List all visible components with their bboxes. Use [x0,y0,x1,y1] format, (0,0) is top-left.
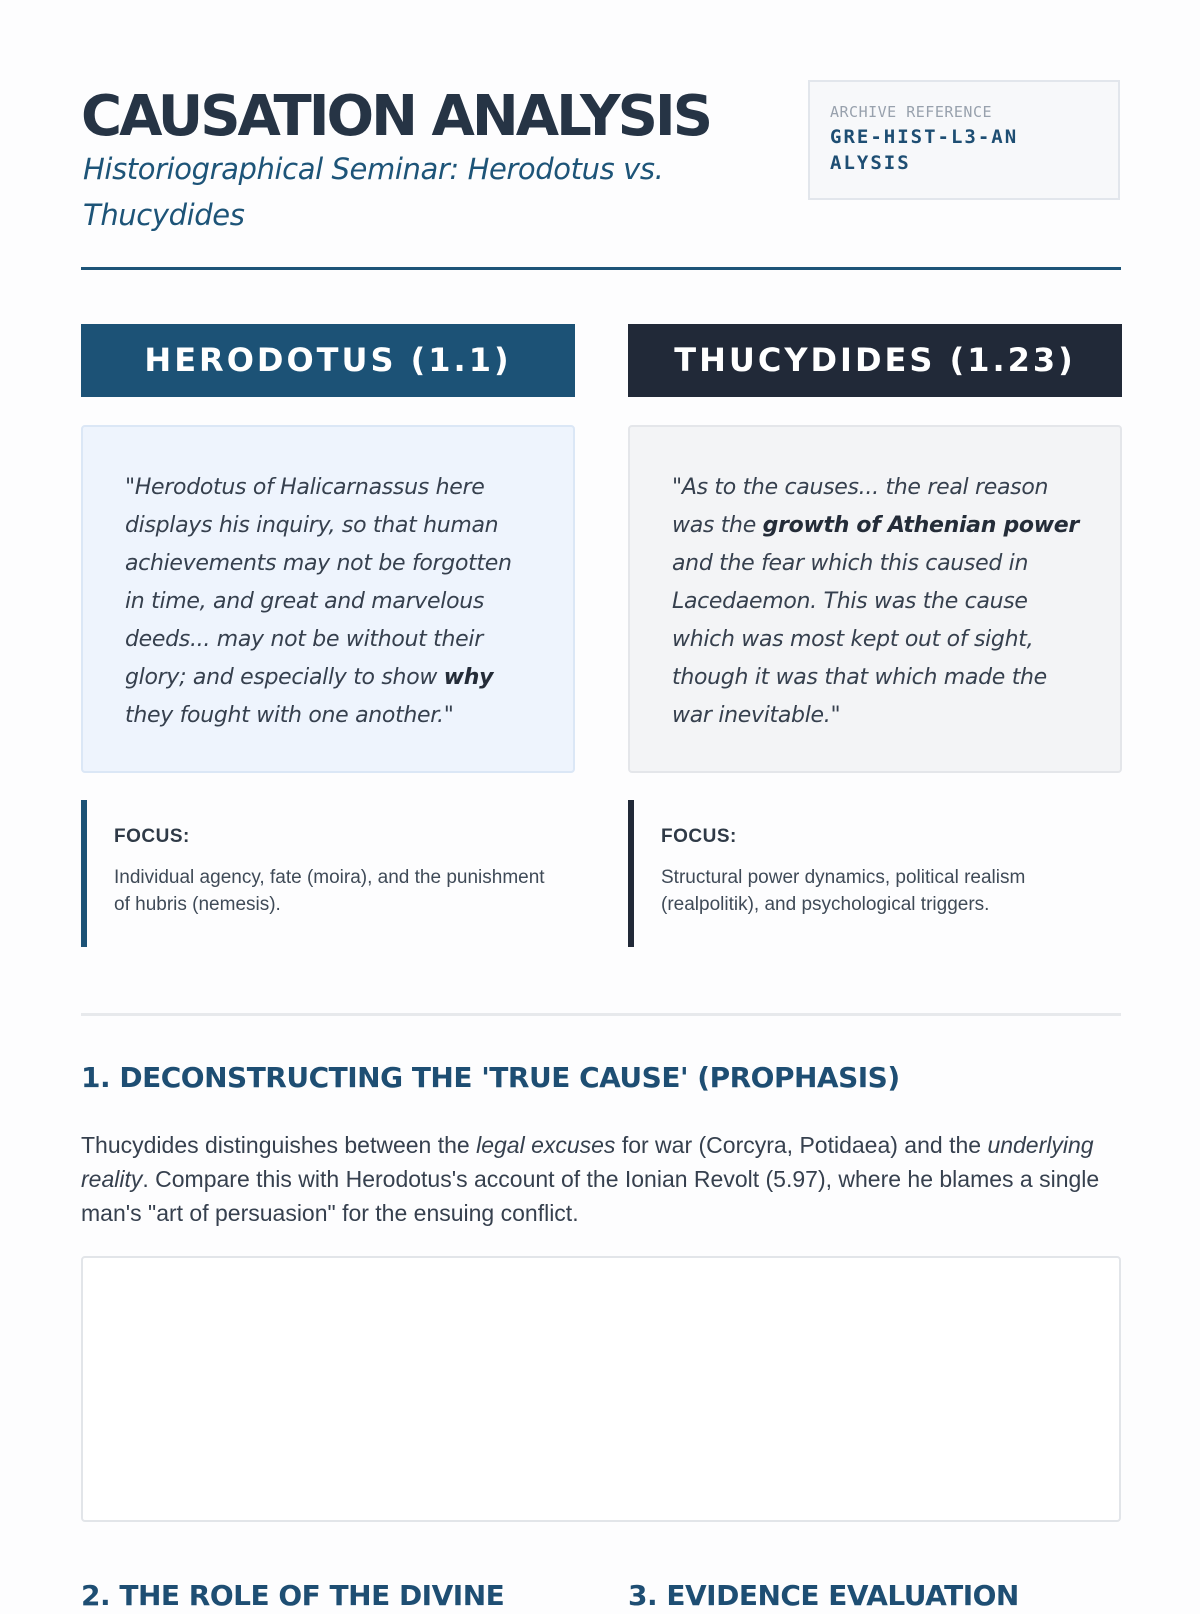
section-divider [81,1013,1121,1016]
header-divider [81,267,1121,270]
prompt-text-2: for war (Corcyra, Potidaea) and the [615,1132,988,1158]
section-1-answer-box[interactable] [81,1256,1121,1522]
worksheet-header [81,80,1121,270]
prompt-text-1: Thucydides distinguishes between the [81,1132,477,1158]
thucydides-quote-end: and the fear which this caused in Lacedaemon. This was the cause which was most kept out of sight, though it was that which made the war inevitable." [672,551,1047,728]
archive-reference-box [808,80,1120,200]
thucydides-quote-start: "As to the causes... the real reason was the [672,475,1049,538]
herodotus-quote [81,425,575,773]
herodotus-focus-label: FOCUS: [114,826,190,847]
archive-reference-label: ARCHIVE REFERENCE [830,103,993,121]
herodotus-column [81,324,575,947]
section-2-title: 2. THE ROLE OF THE DIVINE [81,1579,505,1612]
herodotus-quote-end: they fought with one another." [125,703,454,728]
herodotus-quote-emphasis: why [443,665,494,690]
page-title: CAUSATION ANALYSIS [81,84,711,149]
herodotus-focus [81,800,575,947]
thucydides-quote [628,425,1122,773]
herodotus-focus-text: Individual agency, fate (moira), and the punishment of hubris (nemesis). [114,867,545,915]
prompt-emphasis-underlying-reality: underlying reality [81,1132,1094,1192]
section-1-prompt [81,1128,1121,1230]
section-1-title: 1. DECONSTRUCTING THE 'TRUE CAUSE' (PROPHASIS) [81,1061,900,1094]
thucydides-quote-emphasis: growth of Athenian power [762,513,1079,538]
thucydides-focus-label: FOCUS: [661,826,737,847]
prompt-emphasis-legal-excuses: legal excuses [476,1132,616,1158]
page-subtitle: Historiographical Seminar: Herodotus vs. Thucydides [83,152,664,232]
thucydides-focus [628,800,1122,947]
prompt-text-3: . Compare this with Herodotus's account of the Ionian Revolt (5.97), where he blames a single man's "art of persuasion" for the ensuing conflict. [81,1166,1100,1226]
section-3-title: 3. EVIDENCE EVALUATION [628,1579,1019,1612]
thucydides-column [628,324,1122,947]
archive-reference-code: GRE-HIST-L3-ANALYSIS [830,126,1019,174]
herodotus-quote-start: "Herodotus of Halicarnassus here displays his inquiry, so that human achievements may not be forgotten in time, and great and marvelous deeds... may not be without their glory; and especially to show [125,475,512,690]
thucydides-focus-text: Structural power dynamics, political realism (realpolitik), and psychological triggers. [661,867,1026,915]
thucydides-heading: THUCYDIDES (1.23) [628,324,1122,397]
herodotus-heading: HERODOTUS (1.1) [81,324,575,397]
